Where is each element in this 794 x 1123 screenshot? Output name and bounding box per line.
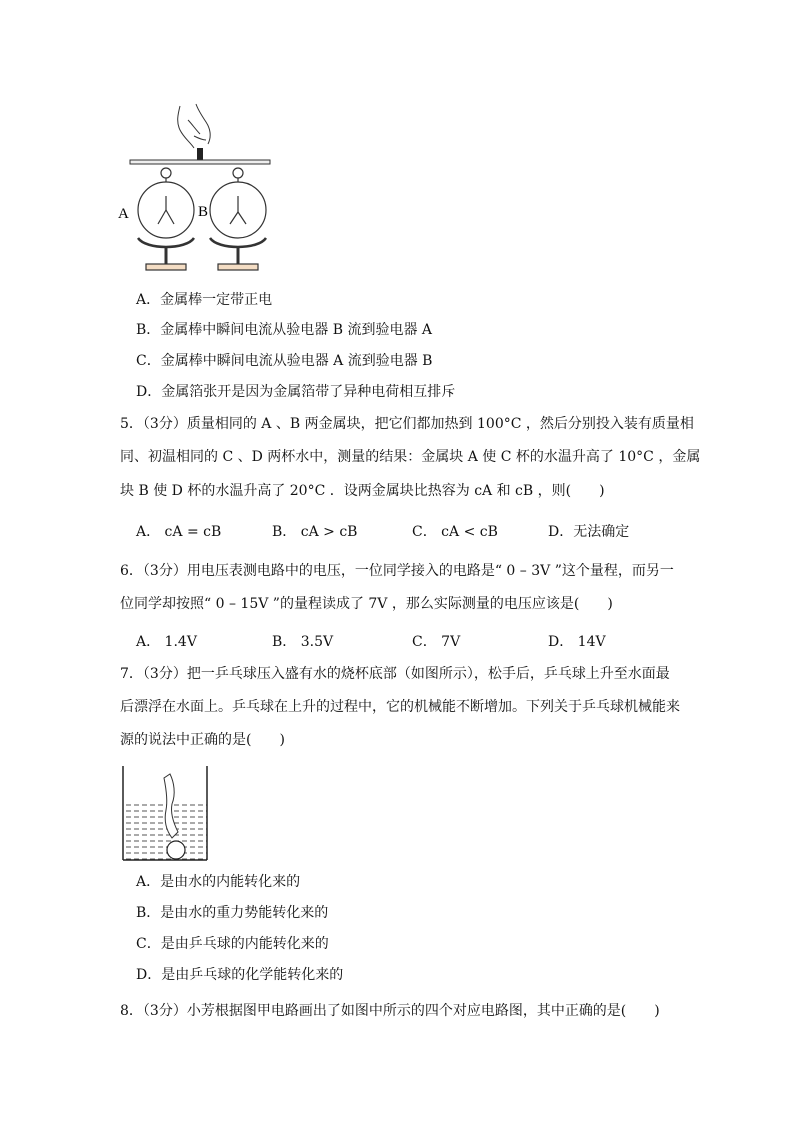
- q4-option-c[interactable]: C．金属棒中瞬间电流从验电器 A 流到验电器 B: [136, 353, 433, 369]
- ping-pong-ball: [167, 841, 185, 859]
- q5-stem-line3: 块 B 使 D 杯的水温升高了 20°C ．设两金属块比热容为 cA 和 cB ，则( ): [120, 483, 605, 499]
- q5-stem-line1: 5．（3分）质量相同的 A 、B 两金属块，把它们都加热到 100°C ，然后分别投入装有质量相: [120, 416, 694, 432]
- q6-option-b[interactable]: B． 3.5V: [272, 634, 334, 650]
- q7-stem-line1: 7．（3分）把一乒乓球压入盛有水的烧杯底部（如图所示），松手后，乒乓球上升至水面最: [120, 666, 670, 682]
- hand-icon: [178, 104, 210, 148]
- water: [123, 800, 207, 860]
- label-a: A: [118, 206, 129, 222]
- q6-option-c[interactable]: C． 7V: [412, 634, 461, 650]
- electroscope-figure: [110, 100, 290, 275]
- q5-option-c[interactable]: C． cA < cB: [412, 524, 498, 540]
- q7-option-c[interactable]: C．是由乒乓球的内能转化来的: [136, 936, 329, 952]
- q7-option-b[interactable]: B．是由水的重力势能转化来的: [136, 905, 329, 921]
- electroscope-b: [210, 168, 266, 270]
- q8-stem-line1: 8．（3分）小芳根据图甲电路画出了如图中所示的四个对应电路图，其中正确的是( ): [120, 1003, 660, 1019]
- q6-option-a[interactable]: A． 1.4V: [136, 634, 197, 650]
- q5-option-d[interactable]: D．无法确定: [548, 524, 630, 540]
- beaker-figure: [118, 766, 212, 864]
- q7-option-a[interactable]: A．是由水的内能转化来的: [136, 874, 301, 890]
- q7-stem-line2: 后漂浮在水面上。乒乓球在上升的过程中，它的机械能不断增加。下列关于乒乓球机械能来: [120, 699, 680, 715]
- electroscope-a: [138, 168, 194, 270]
- metal-rod: [130, 160, 270, 164]
- q6-option-d[interactable]: D． 14V: [548, 634, 606, 650]
- q5-stem-line2: 同、初温相同的 C 、D 两杯水中，测量的结果：金属块 A 使 C 杯的水温升高了 10°C ，金属: [120, 449, 701, 465]
- label-b: B: [198, 204, 209, 220]
- q7-stem-line3: 源的说法中正确的是( ): [120, 732, 285, 748]
- q5-option-a[interactable]: A． cA = cB: [136, 524, 222, 540]
- q4-option-d[interactable]: D．金属箔张开是因为金属箔带了异种电荷相互排斥: [136, 384, 456, 400]
- q6-stem-line2: 位同学却按照“ 0 – 15V ”的量程读成了 7V ，那么实际测量的电压应该是( ): [120, 596, 613, 612]
- q4-option-a[interactable]: A．金属棒一定带正电: [136, 292, 273, 308]
- q6-stem-line1: 6．（3分）用电压表测电路中的电压，一位同学接入的电路是“ 0 – 3V ”这个量程，而另一: [120, 563, 674, 579]
- q4-option-b[interactable]: B．金属棒中瞬间电流从验电器 B 流到验电器 A: [136, 322, 433, 338]
- q7-option-d[interactable]: D．是由乒乓球的化学能转化来的: [136, 967, 344, 983]
- q5-option-b[interactable]: B． cA > cB: [272, 524, 358, 540]
